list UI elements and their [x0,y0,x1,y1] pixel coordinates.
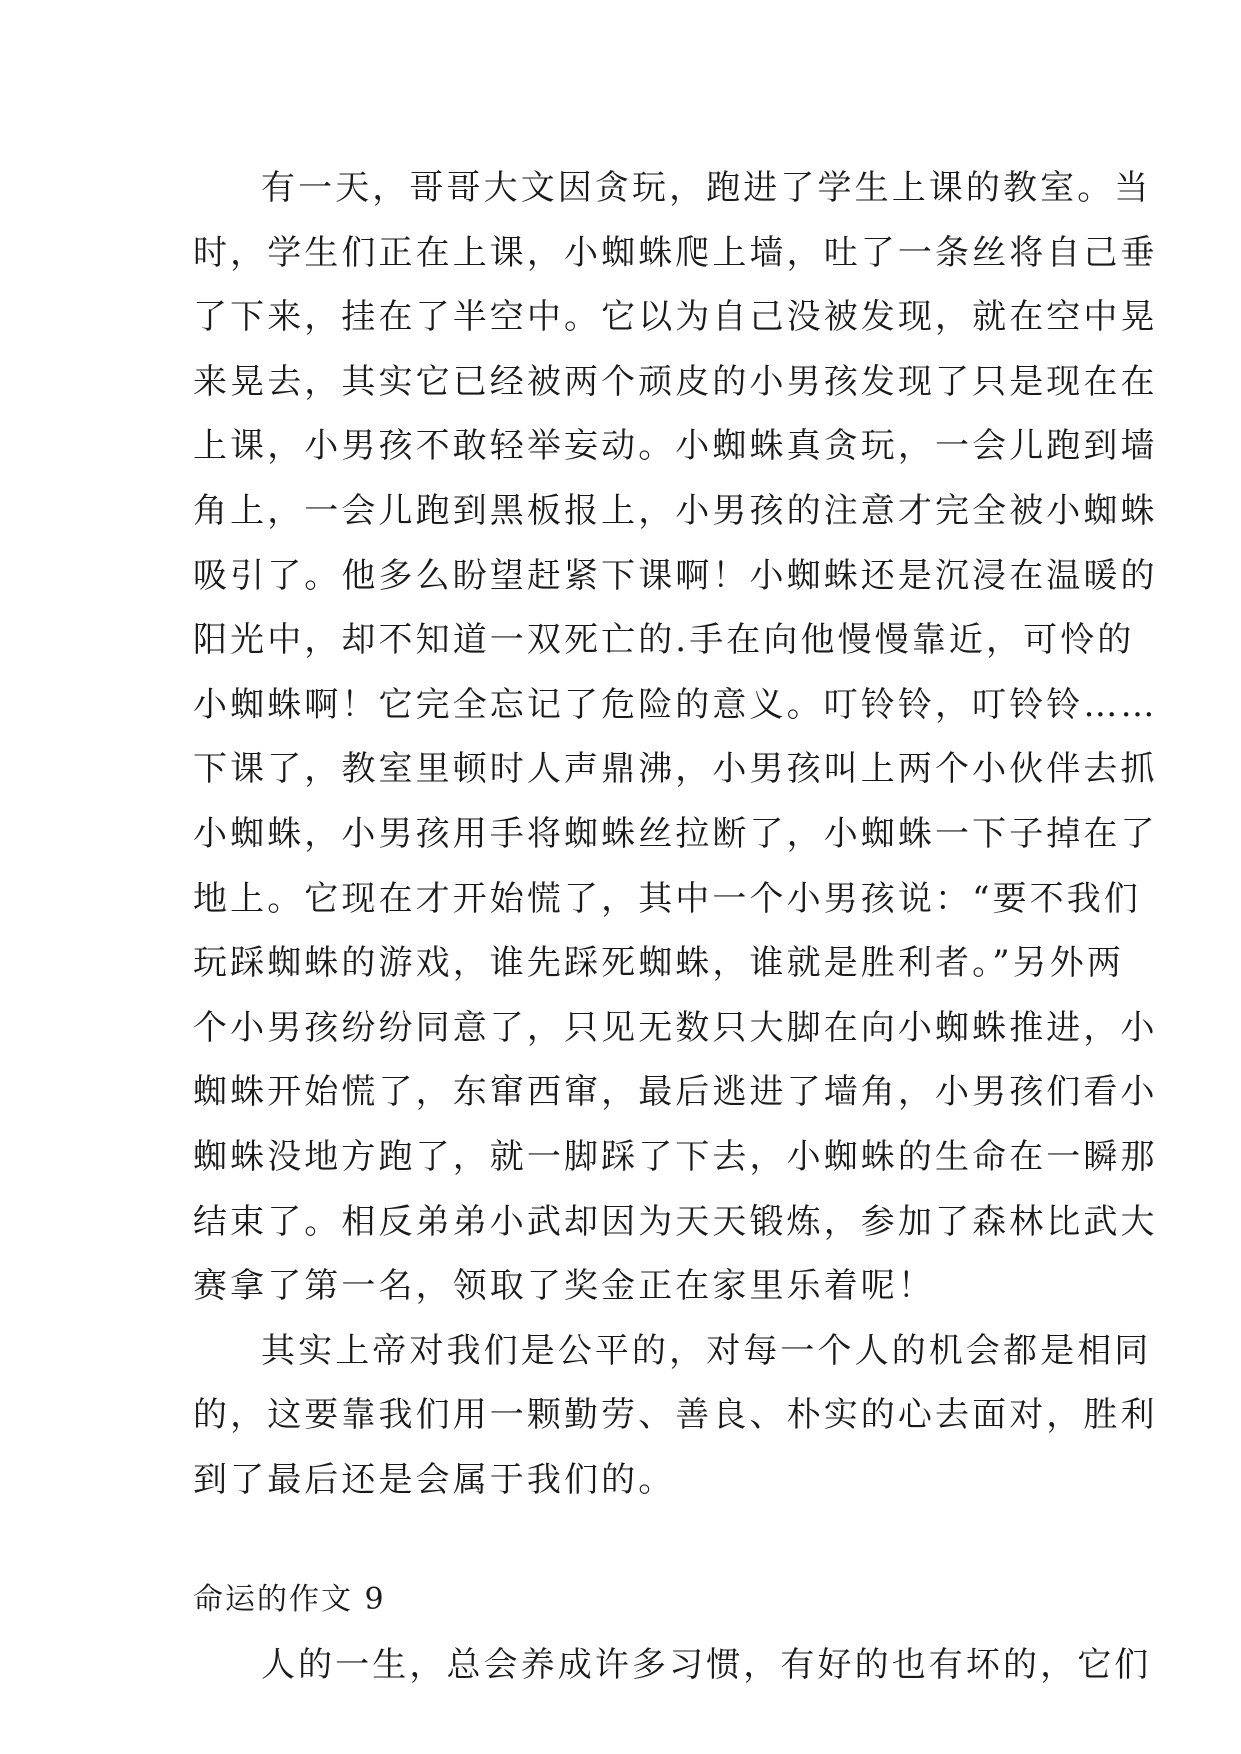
section-spacer [193,1512,1048,1568]
text-line: 到了最后还是会属于我们的。 [193,1459,676,1500]
text-line: 角上，一会儿跑到黑板报上，小男孩的注意才完全被小蜘蛛 [193,490,1158,531]
text-line: 有一天，哥哥大文因贪玩，跑进了学生上课的教室。当 [261,168,1152,208]
text-line: 其实上帝对我们是公平的，对每一个人的机会都是相同 [261,1330,1152,1371]
paragraph-conclusion [193,1319,1158,1513]
text-line: 下课了，教室里顿时人声鼎沸，小男孩叫上两个小伙伴去抓 [193,749,1158,790]
paragraph-spider-story [193,156,1158,1319]
text-line: 了下来，挂在了半空中。它以为自己没被发现，就在空中晃 [193,297,1158,338]
text-line: 地上。它现在才开始慌了，其中一个小男孩说：“要不我们 [193,878,1141,919]
text-line: 结束了。相反弟弟小武却因为天天锻炼，参加了森林比武大 [193,1201,1158,1242]
paragraph-habits [193,1633,1152,1698]
text-line: 上课，小男孩不敢轻举妄动。小蜘蛛真贪玩，一会儿跑到墙 [193,426,1158,467]
text-line: 来晃去，其实它已经被两个顽皮的小男孩发现了只是现在在 [193,361,1158,402]
text-line: 个小男孩纷纷同意了，只见无数只大脚在向小蜘蛛推进，小 [193,1007,1158,1048]
text-line: 人的一生，总会养成许多习惯，有好的也有坏的，它们 [261,1645,1152,1686]
text-line: 的，这要靠我们用一颗勤劳、善良、朴实的心去面对，胜利 [193,1395,1158,1436]
text-line: 蜘蛛开始慌了，东窜西窜，最后逃进了墙角，小男孩们看小 [193,1072,1158,1113]
document-body [193,156,1158,1698]
text-line: 小蜘蛛，小男孩用手将蜘蛛丝拉断了，小蜘蛛一下子掉在了 [193,813,1158,854]
section-title: 命运的作文 9 [193,1582,386,1618]
text-line: 小蜘蛛啊！它完全忘记了危险的意义。叮铃铃，叮铃铃…… [193,684,1158,725]
text-line: 阳光中，却不知道一双死亡的.手在向他慢慢靠近，可怜的 [193,620,1135,661]
text-line: 赛拿了第一名，领取了奖金正在家里乐着呢！ [193,1266,935,1307]
text-line: 蜘蛛没地方跑了，就一脚踩了下去，小蜘蛛的生命在一瞬那 [193,1136,1158,1177]
text-line: 时，学生们正在上课，小蜘蛛爬上墙，吐了一条丝将自己垂 [193,232,1158,273]
text-line: 玩踩蜘蛛的游戏，谁先踩死蜘蛛，谁就是胜利者。”另外两 [193,943,1124,984]
text-line: 吸引了。他多么盼望赶紧下课啊！小蜘蛛还是沉浸在温暖的 [193,555,1158,596]
